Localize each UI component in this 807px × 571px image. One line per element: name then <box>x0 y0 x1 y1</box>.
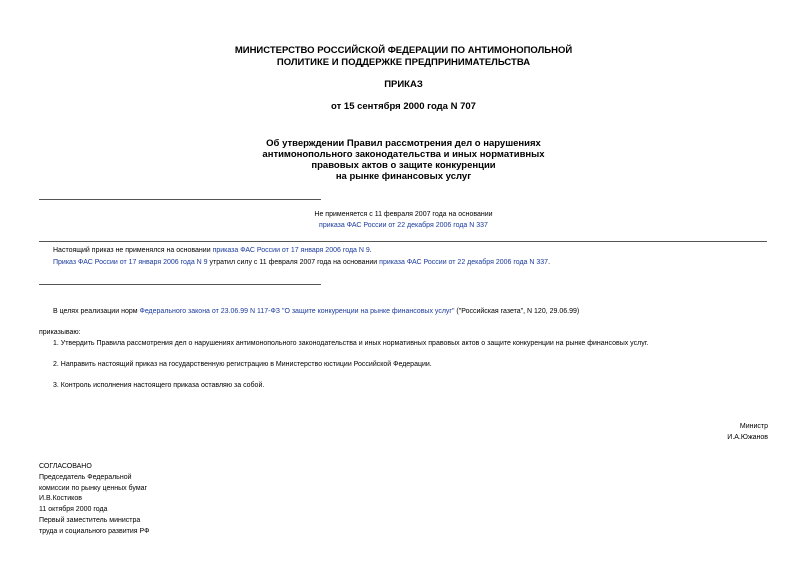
title-line-2: антимонопольного законодательства и иных нормативных <box>262 149 545 160</box>
agreed-line-2: комиссии по рынку ценных бумаг <box>39 484 148 492</box>
note-2-text: утратил силу с 11 февраля 2007 года на основании <box>207 259 380 266</box>
agreed-block <box>39 462 149 538</box>
note-1 <box>53 245 372 256</box>
intro-paragraph <box>53 306 579 317</box>
agreed-line-3: И.В.Костиков <box>39 495 82 503</box>
divider-3 <box>39 284 321 285</box>
note-2 <box>53 257 550 268</box>
note-2-link-1[interactable]: Приказ ФАС России от 17 января 2006 года N 9 <box>53 259 208 266</box>
agreed-line-1: Председатель Федеральной <box>39 473 132 481</box>
doc-type: ПРИКАЗ <box>384 79 423 90</box>
divider-2 <box>39 241 767 242</box>
doc-date-number: от 15 сентября 2000 года N 707 <box>331 101 476 112</box>
note-2-link-2[interactable]: приказа ФАС России от 22 декабря 2006 года N 337 <box>379 259 549 266</box>
agreed-line-6: труда и социального развития РФ <box>39 527 150 535</box>
agreed-line-4: 11 октября 2000 года <box>39 506 108 514</box>
status-link-wrap <box>0 220 807 231</box>
signature-block <box>727 422 768 443</box>
intro-source: ("Российская газета", N 120, 29.06.99) <box>454 308 580 315</box>
note-1-end: . <box>369 247 372 254</box>
title-line-1: Об утверждении Правил рассмотрения дел о нарушениях <box>266 138 541 149</box>
title-line-4: на рынке финансовых услуг <box>335 171 472 182</box>
divider-1 <box>39 199 321 200</box>
title-line-3: правовых актов о защите конкуренции <box>311 160 496 171</box>
doc-title <box>0 138 807 182</box>
note-1-link[interactable]: приказа ФАС России от 17 января 2006 года N 9 <box>212 247 370 254</box>
signature-position: Министр <box>739 423 768 430</box>
note-2-end: . <box>548 259 551 266</box>
status-link[interactable]: приказа ФАС России от 22 декабря 2006 года N 337 <box>319 222 488 229</box>
agreed-heading: СОГЛАСОВАНО <box>39 463 92 470</box>
ministry-line-2: ПОЛИТИКЕ И ПОДДЕРЖКЕ ПРЕДПРИНИМАТЕЛЬСТВА <box>276 57 531 68</box>
intro-text: В целях реализации норм <box>53 308 140 315</box>
order-item-3: 3. Контроль исполнения настоящего приказа оставляю за собой. <box>53 382 265 389</box>
signature-name: И.А.Южанов <box>727 433 768 441</box>
order-item-2: 2. Направить настоящий приказ на государственную регистрацию в Министерство юстиции Российской Федерации. <box>53 361 432 368</box>
order-word: приказываю: <box>39 329 81 336</box>
federal-law-link[interactable]: Федерального закона от 23.06.99 N 117-ФЗ "О защите конкуренции на рынке финансовых услуг" <box>139 308 455 315</box>
status-line: Не применяется с 11 февраля 2007 года на основании <box>314 211 493 218</box>
order-item-1: 1. Утвердить Правила рассмотрения дел о нарушениях антимонопольного законодательства и иных нормативных правовых актов о защите конкуренции на рынке финансовых услуг. <box>53 340 649 347</box>
note-1-text: Настоящий приказ не применялся на основании <box>53 247 213 254</box>
ministry-line-1: МИНИСТЕРСТВО РОССИЙСКОЙ ФЕДЕРАЦИИ ПО АНТИМОНОПОЛЬНОЙ <box>234 45 573 56</box>
agreed-line-5: Первый заместитель министра <box>39 516 141 524</box>
ministry-heading <box>0 45 807 69</box>
